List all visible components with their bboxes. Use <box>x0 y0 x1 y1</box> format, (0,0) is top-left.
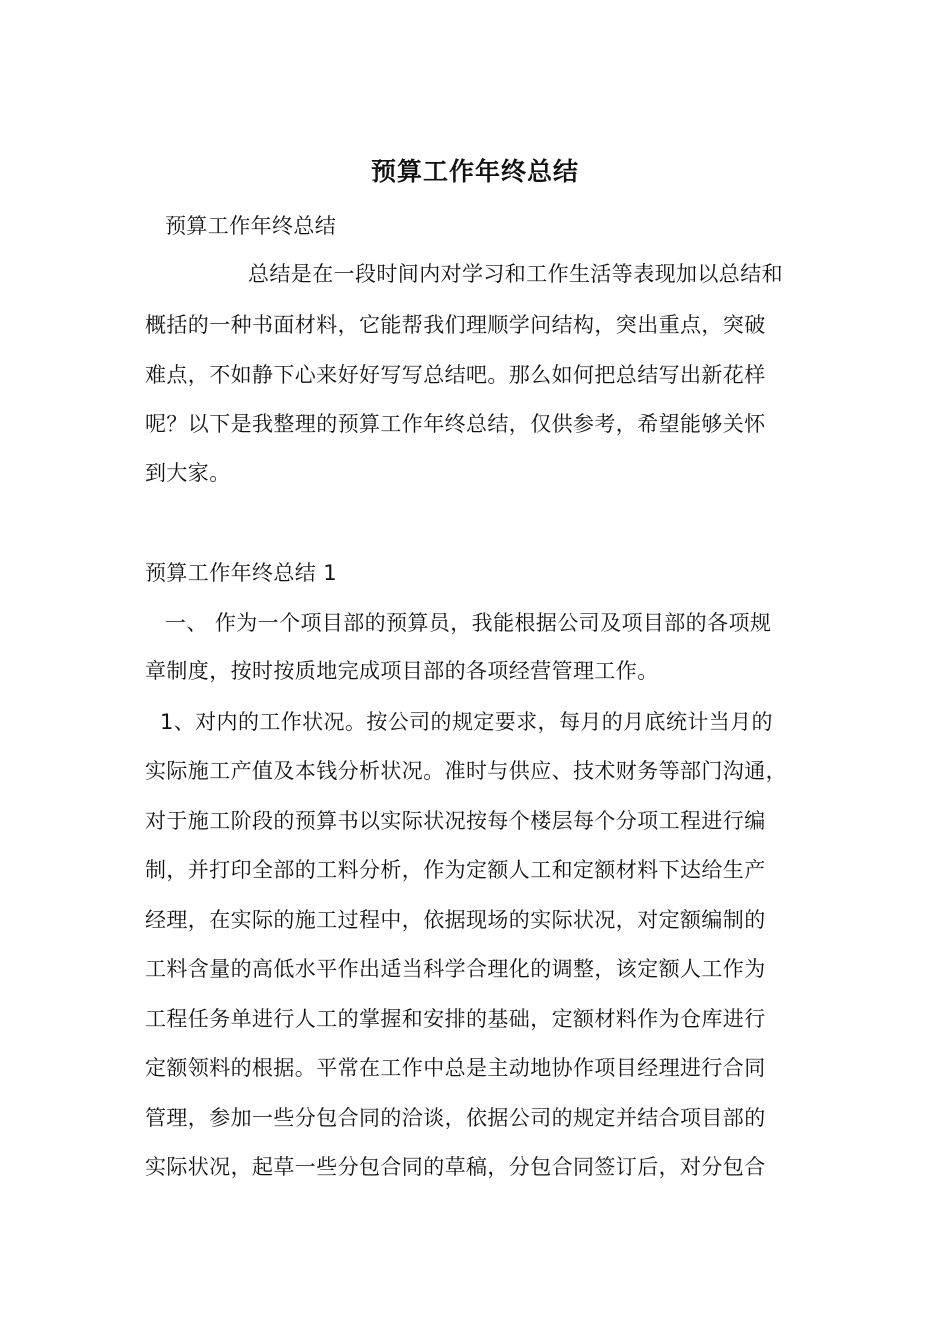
section-heading: 预算工作年终总结 1 <box>145 561 338 585</box>
paragraph-line: 一、 作为一个项目部的预算员，我能根据公司及项目部的各项规 <box>165 611 772 635</box>
paragraph-line: 经理，在实际的施工过程中，依据现场的实际状况，对定额编制的 <box>145 908 766 932</box>
paragraph-line: 1、对内的工作状况。按公司的规定要求，每月的月底统计当月的 <box>160 710 773 734</box>
paragraph-line: 章制度，按时按质地完成项目部的各项经营管理工作。 <box>145 659 659 683</box>
intro-line: 到大家。 <box>145 461 231 485</box>
intro-line: 难点，不如静下心来好好写写总结吧。那么如何把总结写出新花样 <box>145 363 766 387</box>
intro-line: 概括的一种书面材料，它能帮我们理顺学问结构，突出重点，突破 <box>145 313 766 337</box>
document-title: 预算工作年终总结 <box>370 157 579 186</box>
intro-line: 总结是在一段时间内对学习和工作生活等表现加以总结和 <box>248 262 783 286</box>
paragraph-line: 管理，参加一些分包合同的洽谈，依据公司的规定并结合项目部的 <box>145 1106 766 1130</box>
paragraph-line: 定额领料的根据。平常在工作中总是主动地协作项目经理进行合同 <box>145 1056 766 1080</box>
paragraph-line: 制，并打印全部的工料分析，作为定额人工和定额材料下达给生产 <box>145 858 766 882</box>
paragraph-line: 工程任务单进行人工的掌握和安排的基础，定额材料作为仓库进行 <box>145 1007 766 1031</box>
paragraph-line: 对于施工阶段的预算书以实际状况按每个楼层每个分项工程进行编 <box>145 809 766 833</box>
paragraph-line: 实际状况，起草一些分包合同的草稿，分包合同签订后，对分包合 <box>145 1155 766 1179</box>
paragraph-line: 实际施工产值及本钱分析状况。准时与供应、技术财务等部门沟通， <box>145 759 787 783</box>
paragraph-line: 工料含量的高低水平作出适当科学合理化的调整，该定额人工作为 <box>145 957 766 981</box>
intro-line: 呢？以下是我整理的预算工作年终总结，仅供参考，希望能够关怀 <box>145 412 766 436</box>
document-subtitle: 预算工作年终总结 <box>165 214 337 238</box>
